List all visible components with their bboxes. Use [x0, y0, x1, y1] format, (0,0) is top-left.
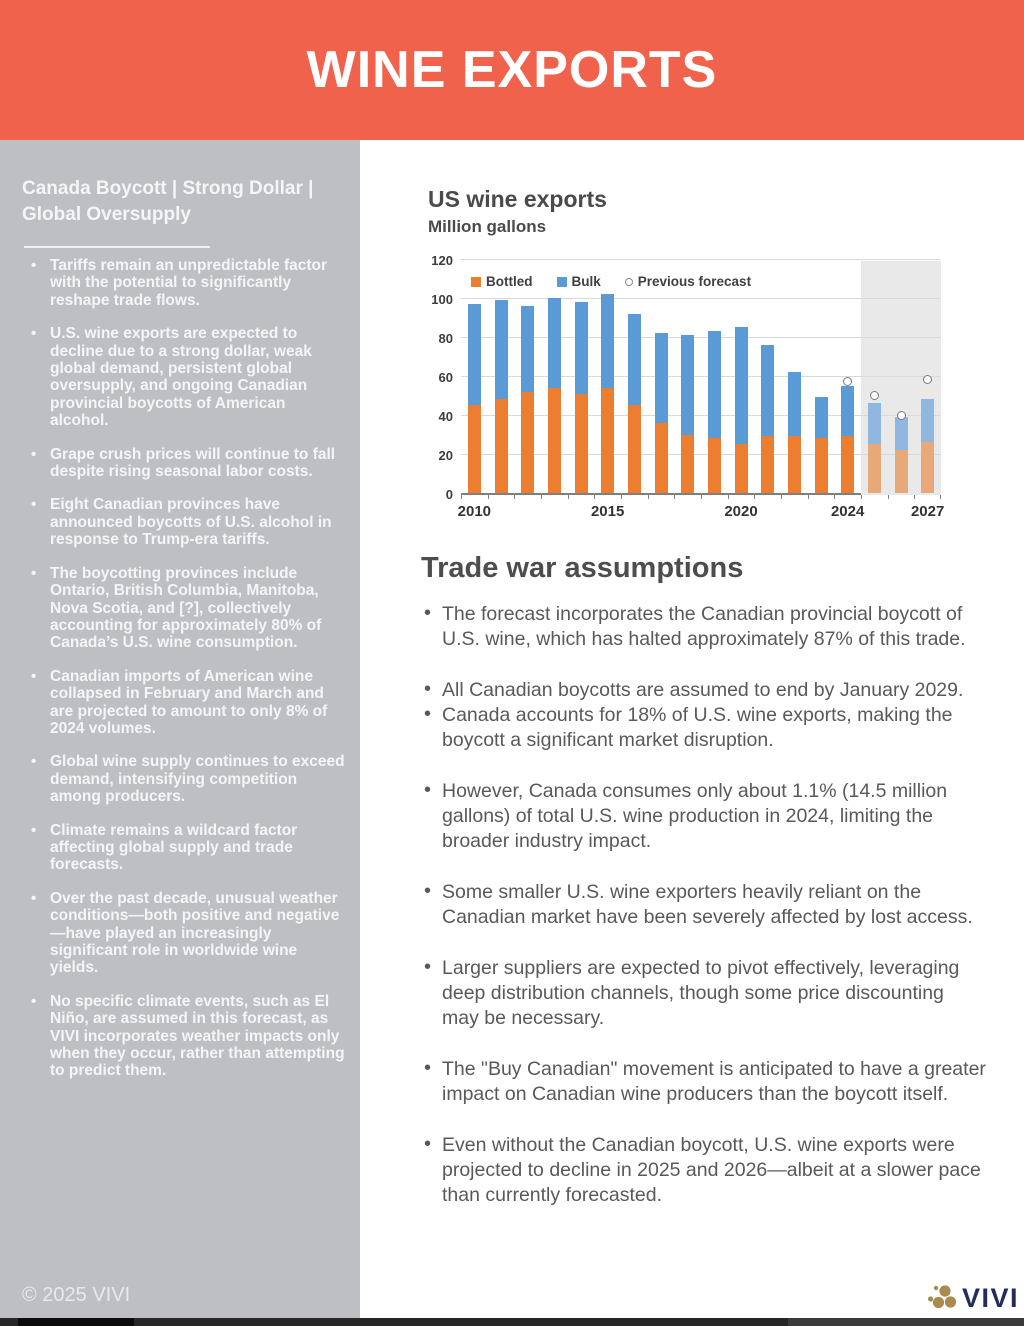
bar-segment-bottled-2023 — [815, 438, 828, 493]
bullet-group — [418, 880, 986, 930]
bullet-group — [418, 678, 986, 753]
list-item: • The forecast incorporates the Canadian provincial boycott of U.S. wine, which has halted approximately 87% of this trade. — [442, 602, 986, 652]
bar-segment-bulk-2023 — [815, 397, 828, 438]
section-heading: Trade war assumptions — [421, 552, 744, 584]
y-axis-tick-label: 80 — [438, 331, 453, 346]
x-axis-tick — [914, 495, 915, 499]
x-axis-tick-label: 2024 — [830, 503, 865, 520]
x-axis-tick — [754, 495, 755, 499]
sidebar-bullet-list — [26, 257, 346, 1096]
list-item: • Canada accounts for 18% of U.S. wine exports, making the boycott a significant market disruption. — [442, 703, 986, 753]
y-axis-tick-label: 0 — [445, 487, 453, 502]
bar-segment-bottled-2015 — [601, 388, 614, 493]
y-axis-tick-label: 20 — [438, 448, 453, 463]
bar-segment-bottled-2018 — [681, 435, 694, 494]
legend-label-bulk: Bulk — [571, 274, 601, 289]
bullet-group — [418, 602, 986, 652]
x-axis-tick — [940, 495, 941, 499]
bar-segment-bulk-2021 — [761, 345, 774, 437]
x-axis-tick — [888, 495, 889, 499]
vivi-logo — [927, 1281, 1019, 1315]
us-wine-exports-chart — [429, 252, 943, 518]
x-axis-tick-label: 2027 — [910, 503, 945, 520]
x-axis-tick — [728, 495, 729, 499]
bar-segment-bulk-2011 — [495, 300, 508, 399]
bar-segment-bottled-2011 — [495, 399, 508, 493]
x-axis-tick — [834, 495, 835, 499]
list-item: • All Canadian boycotts are assumed to end by January 2029. — [442, 678, 986, 703]
bar-segment-bulk-2012 — [521, 306, 534, 392]
list-item: • Global wine supply continues to exceed demand, intensifying competition among producers. — [26, 753, 346, 805]
x-axis-tick — [861, 495, 862, 499]
page-header — [0, 0, 1024, 140]
list-item: • The "Buy Canadian" movement is anticipated to have a greater impact on Canadian wine producers than the boycott itself. — [442, 1057, 986, 1107]
previous-forecast-swatch-icon — [625, 278, 633, 286]
bar-segment-bottled-2010 — [468, 405, 481, 493]
previous-forecast-marker-2026 — [897, 411, 906, 420]
list-item: • Even without the Canadian boycott, U.S. wine exports were projected to decline in 2025 and 2026—albeit at a slower pace than currently forecasted. — [442, 1133, 986, 1208]
chart-subtitle: Million gallons — [428, 217, 547, 236]
x-axis-tick — [488, 495, 489, 499]
bar-segment-bulk-2020 — [735, 327, 748, 444]
list-item: • Eight Canadian provinces have announced boycotts of U.S. alcohol in response to Trump-era tariffs. — [26, 496, 346, 548]
list-item: • Grape crush prices will continue to fall despite rising seasonal labor costs. — [26, 446, 346, 481]
list-item: • However, Canada consumes only about 1.1% (14.5 million gallons) of total U.S. wine production in 2024, limiting the broader industry impact. — [442, 779, 986, 854]
x-axis-tick — [701, 495, 702, 499]
x-axis-tick-label: 2010 — [457, 503, 492, 520]
bar-segment-bottled-2026 — [895, 450, 908, 493]
page-title: WINE EXPORTS — [306, 41, 718, 99]
bar-segment-bottled-2021 — [761, 436, 774, 493]
sidebar-divider — [24, 246, 210, 248]
list-item: • Over the past decade, unusual weather conditions—both positive and negative—have played an increasingly significant role in worldwide wine yields. — [26, 890, 346, 977]
bar-segment-bulk-2022 — [788, 372, 801, 436]
plot-area — [461, 261, 941, 495]
x-axis-tick — [541, 495, 542, 499]
x-axis-tick — [461, 495, 462, 499]
bar-segment-bulk-2027 — [921, 399, 934, 442]
bar-segment-bulk-2010 — [468, 304, 481, 405]
bar-segment-bulk-2018 — [681, 335, 694, 434]
window-bottom-scrollbar[interactable] — [0, 1318, 1024, 1326]
legend-label-previous-forecast: Previous forecast — [637, 274, 752, 289]
assumptions-list — [418, 602, 986, 1234]
bar-segment-bottled-2016 — [628, 405, 641, 493]
bottled-swatch-icon — [471, 277, 481, 287]
x-axis-tick — [594, 495, 595, 499]
bar-segment-bulk-2013 — [548, 298, 561, 388]
bar-segment-bulk-2015 — [601, 294, 614, 388]
chart-title: US wine exports — [428, 186, 607, 212]
gridline — [461, 298, 941, 299]
chart-legend — [471, 274, 751, 289]
y-axis-tick-label: 100 — [431, 292, 453, 307]
gridline — [461, 259, 941, 260]
bar-segment-bottled-2024 — [841, 436, 854, 493]
copyright-text: © 2025 VIVI — [22, 1284, 131, 1306]
y-axis-tick-label: 120 — [431, 253, 453, 268]
list-item: • Climate remains a wildcard factor affecting global supply and trade forecasts. — [26, 822, 346, 874]
scrollbar-segment — [788, 1318, 1024, 1326]
x-axis-tick — [514, 495, 515, 499]
x-axis-tick — [781, 495, 782, 499]
bar-segment-bulk-2017 — [655, 333, 668, 423]
legend-item-bulk — [557, 274, 601, 289]
x-axis-tick — [648, 495, 649, 499]
bullet-group — [418, 779, 986, 854]
bullet-group — [418, 1057, 986, 1107]
bar-segment-bulk-2026 — [895, 417, 908, 450]
x-axis-tick-label: 2015 — [590, 503, 625, 520]
bar-segment-bottled-2025 — [868, 444, 881, 493]
bar-segment-bottled-2020 — [735, 444, 748, 493]
bar-segment-bulk-2024 — [841, 386, 854, 437]
bar-segment-bottled-2012 — [521, 392, 534, 493]
sidebar — [0, 140, 360, 1318]
x-axis-tick — [674, 495, 675, 499]
x-axis-tick — [621, 495, 622, 499]
bar-segment-bottled-2027 — [921, 442, 934, 493]
bar-segment-bulk-2019 — [708, 331, 721, 438]
sidebar-heading: Canada Boycott | Strong Dollar | Global Oversupply — [22, 178, 314, 225]
list-item: • U.S. wine exports are expected to decline due to a strong dollar, weak global demand, persistent global oversupply, and ongoing Canadian provincial boycotts of American alcohol. — [26, 325, 346, 429]
list-item: • Tariffs remain an unpredictable factor with the potential to significantly reshape trade flows. — [26, 257, 346, 309]
bar-segment-bottled-2013 — [548, 388, 561, 493]
x-axis-tick — [808, 495, 809, 499]
list-item: • No specific climate events, such as El Niño, are assumed in this forecast, as VIVI incorporates weather impacts only when they occur, rather than attempting to predict them. — [26, 993, 346, 1080]
grape-cluster-icon — [927, 1281, 959, 1315]
bullet-group — [418, 1133, 986, 1208]
bar-segment-bulk-2025 — [868, 403, 881, 444]
list-item: • The boycotting provinces include Ontario, British Columbia, Manitoba, Nova Scotia, and [?], collectively accounting for approximately 80% of Canada’s U.S. wine consumption. — [26, 565, 346, 652]
y-axis-tick-label: 60 — [438, 370, 453, 385]
list-item: • Larger suppliers are expected to pivot effectively, leveraging deep distribution channels, though some price discounting may be necessary. — [442, 956, 986, 1031]
y-axis-tick-label: 40 — [438, 409, 453, 424]
legend-label-bottled: Bottled — [486, 274, 533, 289]
bullet-group — [418, 956, 986, 1031]
x-axis-tick-label: 2020 — [724, 503, 758, 520]
bar-segment-bottled-2014 — [575, 394, 588, 493]
scrollbar-thumb[interactable] — [18, 1318, 134, 1326]
legend-item-bottled — [471, 274, 533, 289]
y-axis-labels — [429, 253, 455, 502]
bar-segment-bottled-2019 — [708, 438, 721, 493]
x-axis-tick — [568, 495, 569, 499]
bar-segment-bottled-2022 — [788, 436, 801, 493]
legend-item-previous-forecast — [625, 274, 751, 289]
x-axis-labels — [457, 503, 945, 521]
vivi-logo-text: VIVI — [962, 1282, 1020, 1313]
bar-segment-bulk-2016 — [628, 314, 641, 406]
bulk-swatch-icon — [557, 277, 567, 287]
bar-segment-bottled-2017 — [655, 423, 668, 493]
bar-segment-bulk-2014 — [575, 302, 588, 394]
list-item: • Canadian imports of American wine collapsed in February and March and are projected to amount to only 8% of 2024 volumes. — [26, 668, 346, 738]
list-item: • Some smaller U.S. wine exporters heavily reliant on the Canadian market have been severely affected by lost access. — [442, 880, 986, 930]
previous-forecast-marker-2025 — [870, 391, 879, 400]
